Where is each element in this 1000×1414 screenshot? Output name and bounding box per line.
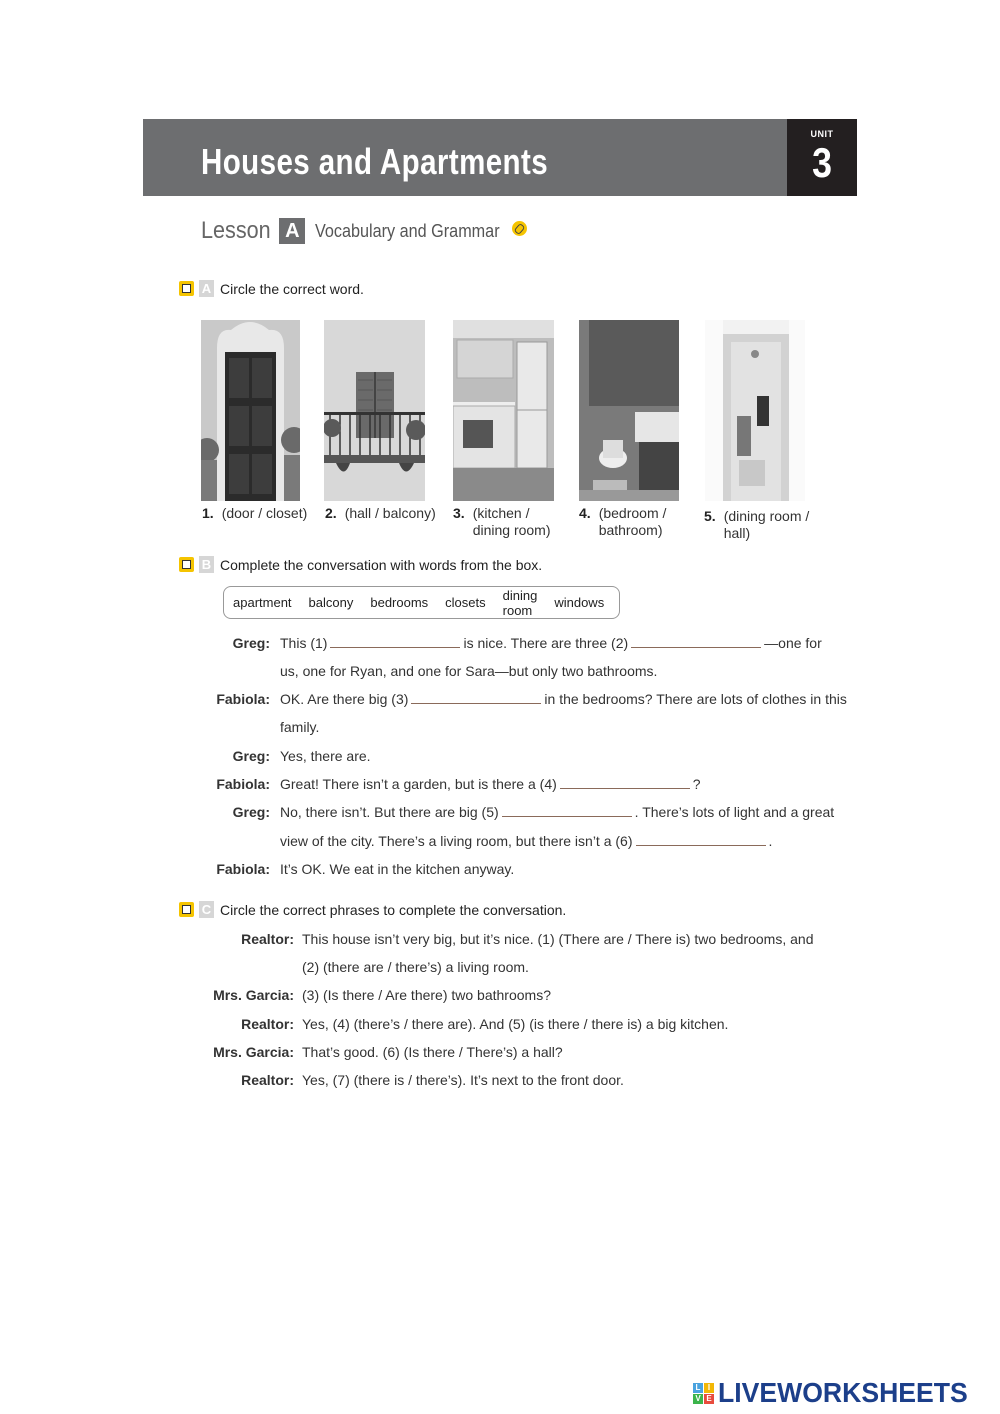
word-box-item: dining room [502,587,538,618]
caption-2-num: 2. [325,505,337,521]
badge-letter: I [704,1383,714,1393]
word-box-item: windows [554,595,605,610]
caption-3-num: 3. [453,505,465,521]
caption-3-line2: dining room) [472,522,551,538]
unit-number: 3 [812,139,832,186]
caption-5-num: 5. [704,508,716,524]
c-line-5[interactable]: That’s good. (6) (Is there / There’s) a hall? [302,1044,563,1060]
c-line-3[interactable]: (3) (Is there / Are there) two bathrooms? [302,987,551,1003]
photo-hall [705,320,805,501]
caption-1-text: (door / closet) [221,505,308,521]
dialogue-line-9 [280,861,514,877]
photo-bathroom [579,320,679,501]
lesson-subtitle: Vocabulary and Grammar [315,220,500,241]
section-c-heading [179,901,566,918]
caption-4-line1: (bedroom / [598,505,667,521]
photo-kitchen [453,320,554,501]
unit-label: UNIT [810,129,834,139]
lesson-letter: A [279,218,305,244]
blank-2-input[interactable] [631,636,761,648]
badge-letter: E [704,1394,714,1404]
badge-letter: V [693,1394,703,1404]
speaker-label: Fabiola: [216,861,270,877]
lesson-heading [201,216,527,246]
word-box-item: balcony [308,595,354,610]
unit-box [787,119,857,196]
speaker-label: Realtor: [241,1016,294,1032]
section-c-instruction: Circle the correct phrases to complete the conversation. [220,901,567,918]
c-line-6[interactable]: Yes, (7) (there is / there’s). It’s next to the front door. [302,1072,624,1088]
dialogue-text: us, one for Ryan, and one for Sara—but only two bathrooms. [280,663,658,679]
word-box-item: apartment [233,595,292,610]
caption-5-line2: hall) [723,525,751,541]
page-title: Houses and Apartments [201,141,549,182]
caption-2 [325,505,436,522]
logo-badge-icon [693,1383,714,1404]
dialogue-text: . There’s lots of light and a great [634,804,835,820]
dialogue-text: This (1) [280,635,328,651]
dialogue-line-3 [280,691,847,707]
c-line-1[interactable]: This house isn’t very big, but it’s nice. (1) (There are / There is) two bedrooms, and [302,931,814,947]
section-c-letter: C [199,901,214,918]
dialogue-text: . [768,833,773,849]
c-line-4[interactable]: Yes, (4) (there’s / there are). And (5) (is there / there is) a big kitchen. [302,1016,729,1032]
speaker-label: Mrs. Garcia: [213,1044,294,1060]
blank-4-input[interactable] [560,777,690,789]
section-a-letter: A [199,280,214,297]
word-box-item: closets [445,595,486,610]
caption-5 [704,508,809,542]
dialogue-line-6 [280,776,701,792]
caption-3-line1: (kitchen / [472,505,530,521]
dialogue-text: family. [280,719,320,735]
speaker-label: Fabiola: [216,776,270,792]
section-b-letter: B [199,556,214,573]
caption-1-num: 1. [202,505,214,521]
section-b-instruction: Complete the conversation with words from the box. [220,556,543,573]
dialogue-line-2 [280,663,657,679]
caption-3 [453,505,551,539]
speaker-label: Realtor: [241,931,294,947]
dialogue-text: OK. Are there big (3) [280,691,409,707]
caption-4-num: 4. [579,505,591,521]
edit-icon [179,281,194,296]
photo-door [201,320,300,501]
blank-6-input[interactable] [636,834,766,846]
dialogue-text: ? [692,776,701,792]
speaker-label: Greg: [232,635,270,651]
liveworksheets-logo[interactable] [693,1377,981,1409]
section-b-heading [179,556,542,573]
caption-4-line2: bathroom) [598,522,663,538]
dialogue-text: Yes, there are. [280,748,371,764]
dialogue-text: It’s OK. We eat in the kitchen anyway. [280,861,515,877]
c-line-2[interactable]: (2) (there are / there’s) a living room. [302,959,529,975]
word-box [223,586,620,619]
dialogue-text: is nice. There are three (2) [463,635,629,651]
speaker-label: Realtor: [241,1072,294,1088]
dialogue-text: No, there isn’t. But there are big (5) [280,804,499,820]
edit-icon [179,902,194,917]
speaker-label: Mrs. Garcia: [213,987,294,1003]
blank-1-input[interactable] [330,636,460,648]
dialogue-text: in the bedrooms? There are lots of clothes in this [544,691,847,707]
lesson-word: Lesson [201,217,271,244]
logo-text: LIVEWORKSHEETS [718,1377,968,1408]
blank-5-input[interactable] [502,805,632,817]
badge-letter: L [693,1383,703,1393]
speaker-label: Fabiola: [216,691,270,707]
dialogue-line-4 [280,719,319,735]
dialogue-line-8 [280,833,772,849]
link-icon [512,221,527,236]
dialogue-line-7 [280,804,834,820]
word-box-item: bedrooms [370,595,429,610]
section-a-heading [179,280,364,297]
dialogue-line-1 [280,635,822,651]
section-a-instruction: Circle the correct word. [220,280,364,297]
caption-1 [202,505,307,522]
dialogue-text: view of the city. There’s a living room, but there isn’t a (6) [280,833,633,849]
speaker-label: Greg: [232,804,270,820]
dialogue-text: Great! There isn’t a garden, but is there a (4) [280,776,557,792]
edit-icon [179,557,194,572]
photo-balcony [324,320,425,501]
dialogue-text: —one for [764,635,822,651]
dialogue-line-5 [280,748,371,764]
caption-2-text: (hall / balcony) [344,505,436,521]
title-banner [143,119,857,196]
caption-5-line1: (dining room / [723,508,810,524]
caption-4 [579,505,666,539]
blank-3-input[interactable] [411,692,541,704]
speaker-label: Greg: [232,748,270,764]
